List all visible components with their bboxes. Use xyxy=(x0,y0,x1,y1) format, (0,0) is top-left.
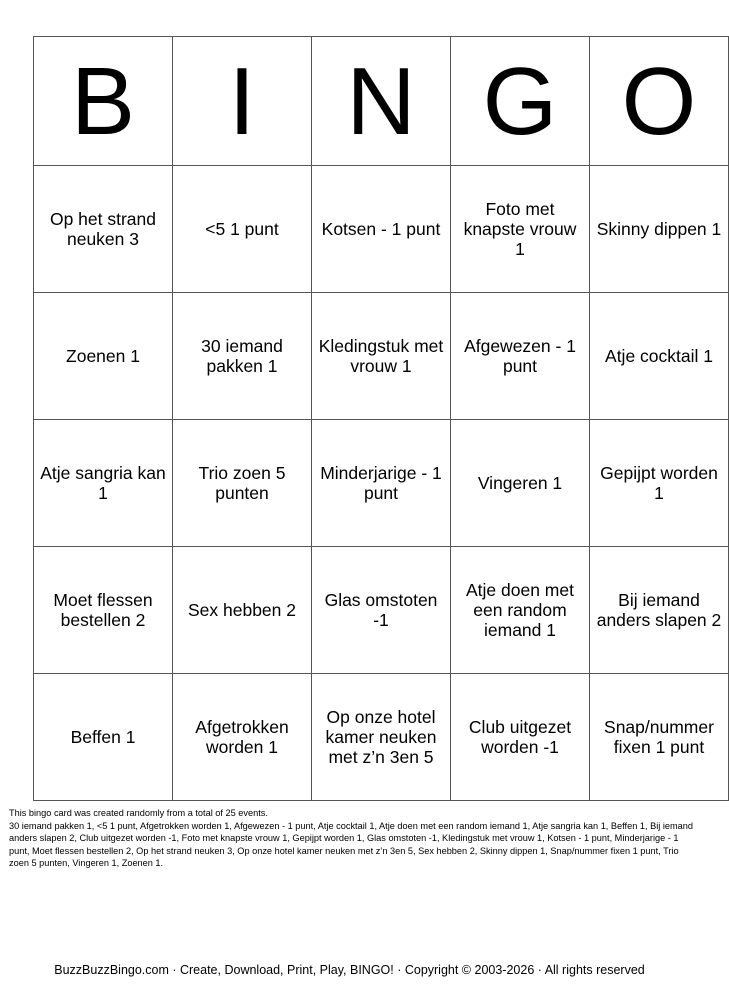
bingo-cell: Kotsen - 1 punt xyxy=(312,166,451,293)
bingo-cell: Snap/nummer fixen 1 punt xyxy=(590,674,729,801)
bingo-cell: Sex hebben 2 xyxy=(173,547,312,674)
bingo-cell: Atje cocktail 1 xyxy=(590,293,729,420)
bingo-cell: Vingeren 1 xyxy=(451,420,590,547)
bingo-cell: <5 1 punt xyxy=(173,166,312,293)
bingo-card xyxy=(33,36,729,801)
bingo-row xyxy=(34,293,729,420)
bingo-cell: Atje doen met een random iemand 1 xyxy=(451,547,590,674)
bingo-cell: Atje sangria kan 1 xyxy=(34,420,173,547)
bingo-row xyxy=(34,166,729,293)
bingo-cell: Afgewezen - 1 punt xyxy=(451,293,590,420)
bingo-cell: Op onze hotel kamer neuken met z’n 3en 5 xyxy=(312,674,451,801)
bingo-cell: Foto met knapste vrouw 1 xyxy=(451,166,590,293)
header-letter-i: I xyxy=(173,37,312,166)
bingo-cell: Moet flessen bestellen 2 xyxy=(34,547,173,674)
header-letter-g: G xyxy=(451,37,590,166)
bingo-cell: Zoenen 1 xyxy=(34,293,173,420)
header-letter-b: B xyxy=(34,37,173,166)
bingo-cell: Beffen 1 xyxy=(34,674,173,801)
bingo-cell: Bij iemand anders slapen 2 xyxy=(590,547,729,674)
bingo-cell: Op het strand neuken 3 xyxy=(34,166,173,293)
bingo-cell: Trio zoen 5 punten xyxy=(173,420,312,547)
header-letter-n: N xyxy=(312,37,451,166)
description-intro: This bingo card was created randomly from a total of 25 events. xyxy=(9,808,268,818)
description-event-list: 30 iemand pakken 1, <5 1 punt, Afgetrokken worden 1, Afgewezen - 1 punt, Atje cocktail 1, Atje doen met een random iemand 1, Atje sangria kan 1, Beffen 1, Bij iemand anders slapen 2, Club uitgezet worden -1, Foto met knapste vrouw 1, Gepijpt worden 1, Glas omstoten -1, Kledingstuk met vrouw 1, Kotsen - 1 punt, Minderjarige - 1 punt, Moet flessen bestellen 2, Op het strand neuken 3, Op onze hotel kamer neuken met z’n 3en 5, Sex hebben 2, Skinny dippen 1, Snap/nummer fixen 1 punt, Trio zoen 5 punten, Vingeren 1, Zoenen 1. xyxy=(9,820,693,868)
bingo-cell: Club uitgezet worden -1 xyxy=(451,674,590,801)
bingo-row xyxy=(34,547,729,674)
bingo-cell: Minderjarige - 1 punt xyxy=(312,420,451,547)
page-footer: BuzzBuzzBingo.com · Create, Download, Print, Play, BINGO! · Copyright © 2003-2026 · All rights reserved xyxy=(54,963,645,977)
event-description xyxy=(9,807,694,870)
bingo-cell: Glas omstoten -1 xyxy=(312,547,451,674)
bingo-cell: Skinny dippen 1 xyxy=(590,166,729,293)
bingo-row xyxy=(34,674,729,801)
bingo-row xyxy=(34,420,729,547)
bingo-header-row xyxy=(34,37,729,166)
bingo-cell: Gepijpt worden 1 xyxy=(590,420,729,547)
bingo-cell: 30 iemand pakken 1 xyxy=(173,293,312,420)
header-letter-o: O xyxy=(590,37,729,166)
bingo-cell: Kledingstuk met vrouw 1 xyxy=(312,293,451,420)
bingo-cell: Afgetrokken worden 1 xyxy=(173,674,312,801)
